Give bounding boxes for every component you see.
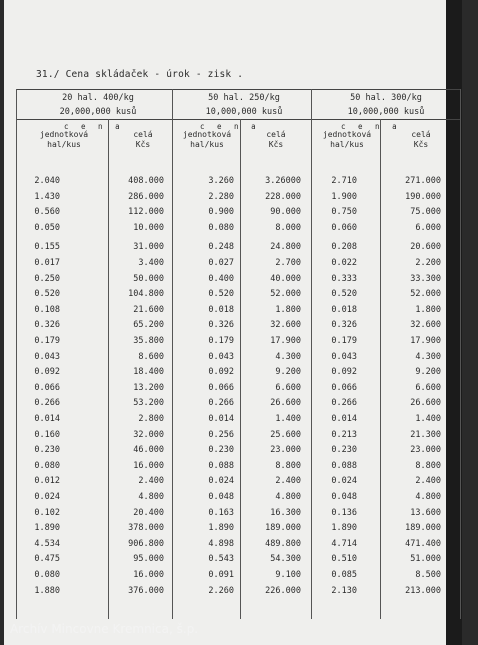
unit-price-cell: 1.890 — [34, 523, 60, 534]
unit-price-cell: 0.102 — [34, 507, 60, 518]
total-price-cell: 21.300 — [410, 429, 441, 440]
table-row — [4, 192, 462, 207]
total-price-cell: 4.800 — [138, 492, 164, 502]
unit-price-cell: 0.022 — [331, 258, 357, 268]
total-price-cell: 13.600 — [410, 507, 441, 518]
table-row — [4, 242, 462, 257]
total-price-cell: 24.800 — [270, 242, 301, 253]
total-price-cell: 112.000 — [128, 207, 164, 218]
total-price-cell: 46.000 — [133, 445, 164, 456]
group-3-total-header — [384, 130, 458, 150]
total-price-cell: 189.000 — [265, 523, 301, 534]
unit-price-cell: 1.900 — [331, 191, 357, 202]
table-row — [4, 586, 462, 601]
unit-header-line-2: hal/kus — [190, 140, 224, 149]
header-mid-rule — [16, 119, 461, 120]
group-3-unit-header — [314, 130, 380, 150]
unit-price-cell: 0.012 — [34, 476, 60, 487]
table-row — [4, 223, 462, 238]
unit-price-cell: 0.266 — [34, 398, 60, 409]
total-price-cell: 18.400 — [133, 367, 164, 378]
unit-price-cell: 0.080 — [208, 222, 234, 233]
unit-price-cell: 0.326 — [34, 320, 60, 331]
total-price-cell: 489.800 — [265, 538, 301, 549]
unit-price-cell: 4.898 — [208, 538, 234, 549]
unit-price-cell: 0.018 — [331, 304, 357, 315]
unit-price-cell: 1.430 — [34, 191, 60, 202]
group-2-unit-header — [174, 130, 240, 150]
total-header-line-2: Kčs — [135, 140, 151, 149]
total-price-cell: 226.000 — [265, 585, 301, 596]
total-price-cell: 32.000 — [133, 429, 164, 440]
unit-price-cell: 0.092 — [208, 367, 234, 378]
total-price-cell: 10.000 — [133, 222, 164, 233]
total-price-cell: 2.800 — [138, 414, 164, 424]
unit-price-cell: 0.136 — [331, 507, 357, 518]
total-price-cell: 1.400 — [275, 414, 301, 424]
total-price-cell: 1.800 — [415, 304, 441, 315]
unit-price-cell: 0.048 — [331, 492, 357, 502]
unit-price-cell: 0.088 — [331, 460, 357, 471]
document-page — [4, 0, 462, 645]
unit-price-cell: 0.024 — [34, 492, 60, 502]
unit-price-cell: 0.333 — [331, 273, 357, 284]
table-row — [4, 258, 462, 273]
unit-price-cell: 0.230 — [34, 445, 60, 456]
total-price-cell: 6.600 — [415, 382, 441, 393]
unit-header-line-1: jednotková — [182, 130, 232, 139]
total-price-cell: 31.000 — [133, 242, 164, 253]
unit-price-cell: 0.510 — [331, 554, 357, 565]
unit-price-cell: 0.900 — [208, 207, 234, 218]
total-price-cell: 20.600 — [410, 242, 441, 253]
total-price-cell: 2.400 — [138, 476, 164, 487]
unit-price-cell: 0.066 — [34, 382, 60, 393]
table-row — [4, 336, 462, 351]
total-price-cell: 8.000 — [275, 222, 301, 233]
group-1-cena-label: c e n a — [64, 122, 124, 131]
total-price-cell: 16.000 — [133, 460, 164, 471]
table-row — [4, 476, 462, 491]
unit-price-cell: 0.163 — [208, 507, 234, 518]
total-price-cell: 3.400 — [138, 258, 164, 268]
unit-price-cell: 0.108 — [34, 304, 60, 315]
table-row — [4, 523, 462, 538]
total-price-cell: 52.000 — [410, 289, 441, 300]
total-header-line-2: Kčs — [413, 140, 429, 149]
total-price-cell: 53.200 — [133, 398, 164, 409]
table-row — [4, 176, 462, 191]
unit-price-cell: 0.179 — [208, 336, 234, 346]
unit-price-cell: 0.560 — [34, 207, 60, 218]
total-price-cell: 2.400 — [275, 476, 301, 487]
unit-price-cell: 0.043 — [208, 351, 234, 362]
total-price-cell: 32.600 — [270, 320, 301, 331]
unit-price-cell: 1.890 — [208, 523, 234, 534]
total-price-cell: 6.000 — [415, 222, 441, 233]
total-header-line-1: celá — [133, 130, 153, 139]
unit-price-cell: 0.179 — [331, 336, 357, 346]
unit-price-cell: 0.326 — [331, 320, 357, 331]
group-1-price: 20 hal. 400/kg — [62, 93, 134, 103]
total-price-cell: 376.000 — [128, 585, 164, 596]
total-price-cell: 1.800 — [275, 304, 301, 315]
group-3-cena-label: c e n a — [341, 122, 401, 131]
unit-price-cell: 0.048 — [208, 492, 234, 502]
group-1-unit-header — [22, 130, 106, 150]
total-price-cell: 20.400 — [133, 507, 164, 518]
unit-price-cell: 0.520 — [331, 289, 357, 300]
total-price-cell: 906.800 — [128, 538, 164, 549]
unit-price-cell: 0.085 — [331, 570, 357, 580]
unit-price-cell: 2.260 — [208, 585, 234, 596]
total-price-cell: 25.600 — [270, 429, 301, 440]
unit-price-cell: 0.475 — [34, 554, 60, 565]
unit-header-line-1: jednotková — [39, 130, 89, 139]
unit-price-cell: 0.520 — [34, 289, 60, 300]
total-price-cell: 189.000 — [405, 523, 441, 534]
table-row — [4, 445, 462, 460]
unit-price-cell: 2.710 — [331, 176, 357, 186]
unit-price-cell: 0.018 — [208, 304, 234, 315]
unit-price-cell: 0.155 — [34, 242, 60, 253]
unit-price-cell: 0.266 — [208, 398, 234, 409]
total-price-cell: 90.000 — [270, 207, 301, 218]
total-price-cell: 2.400 — [415, 476, 441, 487]
total-price-cell: 6.600 — [275, 382, 301, 393]
unit-price-cell: 1.880 — [34, 585, 60, 596]
total-price-cell: 2.700 — [275, 258, 301, 268]
table-row — [4, 398, 462, 413]
unit-price-cell: 0.520 — [208, 289, 234, 300]
unit-price-cell: 0.248 — [208, 242, 234, 253]
unit-price-cell: 0.017 — [34, 258, 60, 268]
group-2-qty: 10,000,000 kusů — [205, 107, 283, 117]
total-price-cell: 2.200 — [415, 258, 441, 268]
unit-price-cell: 0.043 — [331, 351, 357, 362]
group-1-qty: 20,000,000 kusů — [59, 107, 137, 117]
total-price-cell: 104.800 — [128, 289, 164, 300]
total-price-cell: 9.200 — [275, 367, 301, 378]
total-price-cell: 17.900 — [410, 336, 441, 346]
total-price-cell: 23.000 — [410, 445, 441, 456]
header-top-rule — [16, 89, 461, 90]
unit-price-cell: 0.256 — [208, 429, 234, 440]
total-price-cell: 408.000 — [128, 176, 164, 186]
table-row — [4, 383, 462, 398]
table-row — [4, 539, 462, 554]
group-3-price: 50 hal. 300/kg — [350, 93, 422, 103]
unit-price-cell: 0.230 — [208, 445, 234, 456]
total-price-cell: 13.200 — [133, 382, 164, 393]
total-price-cell: 4.300 — [415, 351, 441, 362]
total-price-cell: 8.500 — [415, 570, 441, 580]
total-price-cell: 4.800 — [415, 492, 441, 502]
unit-price-cell: 0.092 — [331, 367, 357, 378]
unit-price-cell: 0.014 — [34, 414, 60, 424]
total-price-cell: 3.26000 — [265, 176, 301, 186]
unit-price-cell: 0.543 — [208, 554, 234, 565]
total-price-cell: 9.100 — [275, 570, 301, 580]
unit-price-cell: 0.066 — [208, 382, 234, 393]
total-price-cell: 4.800 — [275, 492, 301, 502]
total-price-cell: 17.900 — [270, 336, 301, 346]
total-price-cell: 65.200 — [133, 320, 164, 331]
total-price-cell: 51.000 — [410, 554, 441, 565]
total-price-cell: 32.600 — [410, 320, 441, 331]
table-row — [4, 570, 462, 585]
total-price-cell: 8.800 — [415, 460, 441, 471]
unit-price-cell: 0.014 — [208, 414, 234, 424]
table-row — [4, 367, 462, 382]
total-price-cell: 9.200 — [415, 367, 441, 378]
total-price-cell: 52.000 — [270, 289, 301, 300]
total-price-cell: 35.800 — [133, 336, 164, 346]
total-price-cell: 16.000 — [133, 570, 164, 580]
total-header-line-2: Kčs — [268, 140, 284, 149]
unit-price-cell: 2.130 — [331, 585, 357, 596]
total-price-cell: 286.000 — [128, 191, 164, 202]
unit-price-cell: 0.230 — [331, 445, 357, 456]
group-2-cena-label: c e n a — [200, 122, 260, 131]
table-row — [4, 554, 462, 569]
total-price-cell: 40.000 — [270, 273, 301, 284]
table-row — [4, 320, 462, 335]
unit-header-line-2: hal/kus — [330, 140, 364, 149]
unit-price-cell: 0.014 — [331, 414, 357, 424]
unit-price-cell: 0.213 — [331, 429, 357, 440]
unit-price-cell: 0.092 — [34, 367, 60, 378]
table-row — [4, 414, 462, 429]
unit-price-cell: 2.280 — [208, 191, 234, 202]
unit-price-cell: 0.024 — [208, 476, 234, 487]
unit-price-cell: 3.260 — [208, 176, 234, 186]
unit-price-cell: 0.250 — [34, 273, 60, 284]
unit-price-cell: 4.714 — [331, 538, 357, 549]
group-2-price: 50 hal. 250/kg — [208, 93, 280, 103]
total-price-cell: 23.000 — [270, 445, 301, 456]
group-2-total-header — [244, 130, 308, 150]
unit-price-cell: 0.043 — [34, 351, 60, 362]
unit-price-cell: 0.050 — [34, 222, 60, 233]
unit-price-cell: 0.066 — [331, 382, 357, 393]
table-row — [4, 274, 462, 289]
unit-price-cell: 0.160 — [34, 429, 60, 440]
unit-price-cell: 4.534 — [34, 538, 60, 549]
total-header-line-1: celá — [266, 130, 286, 139]
group-3-qty: 10,000,000 kusů — [347, 107, 425, 117]
total-price-cell: 1.400 — [415, 414, 441, 424]
total-price-cell: 271.000 — [405, 176, 441, 186]
unit-price-cell: 0.750 — [331, 207, 357, 218]
unit-price-cell: 0.400 — [208, 273, 234, 284]
table-row — [4, 492, 462, 507]
archive-watermark: Archív Mincovne Kremnica, š.p. — [10, 622, 199, 636]
table-row — [4, 207, 462, 222]
total-price-cell: 26.600 — [270, 398, 301, 409]
document-title: 31./ Cena skládaček - úrok - zisk . — [36, 69, 244, 80]
unit-price-cell: 0.024 — [331, 476, 357, 487]
total-price-cell: 16.300 — [270, 507, 301, 518]
total-price-cell: 50.000 — [133, 273, 164, 284]
table-row — [4, 508, 462, 523]
total-price-cell: 190.000 — [405, 191, 441, 202]
total-price-cell: 8.600 — [138, 351, 164, 362]
table-row — [4, 461, 462, 476]
unit-price-cell: 2.040 — [34, 176, 60, 186]
total-price-cell: 54.300 — [270, 554, 301, 565]
table-row — [4, 289, 462, 304]
unit-header-line-1: jednotková — [322, 130, 372, 139]
unit-price-cell: 1.890 — [331, 523, 357, 534]
table-row — [4, 352, 462, 367]
unit-price-cell: 0.080 — [34, 460, 60, 471]
table-row — [4, 305, 462, 320]
table-row — [4, 430, 462, 445]
total-price-cell: 75.000 — [410, 207, 441, 218]
total-price-cell: 8.800 — [275, 460, 301, 471]
unit-header-line-2: hal/kus — [47, 140, 81, 149]
unit-price-cell: 0.027 — [208, 258, 234, 268]
total-price-cell: 213.000 — [405, 585, 441, 596]
total-price-cell: 95.000 — [133, 554, 164, 565]
unit-price-cell: 0.208 — [331, 242, 357, 253]
total-price-cell: 378.000 — [128, 523, 164, 534]
unit-price-cell: 0.088 — [208, 460, 234, 471]
unit-price-cell: 0.266 — [331, 398, 357, 409]
total-price-cell: 33.300 — [410, 273, 441, 284]
total-price-cell: 228.000 — [265, 191, 301, 202]
total-price-cell: 4.300 — [275, 351, 301, 362]
total-header-line-1: celá — [411, 130, 431, 139]
group-1-total-header — [116, 130, 170, 150]
unit-price-cell: 0.080 — [34, 570, 60, 580]
unit-price-cell: 0.091 — [208, 570, 234, 580]
total-price-cell: 21.600 — [133, 304, 164, 315]
unit-price-cell: 0.060 — [331, 222, 357, 233]
total-price-cell: 471.400 — [405, 538, 441, 549]
total-price-cell: 26.600 — [410, 398, 441, 409]
unit-price-cell: 0.179 — [34, 336, 60, 346]
unit-price-cell: 0.326 — [208, 320, 234, 331]
